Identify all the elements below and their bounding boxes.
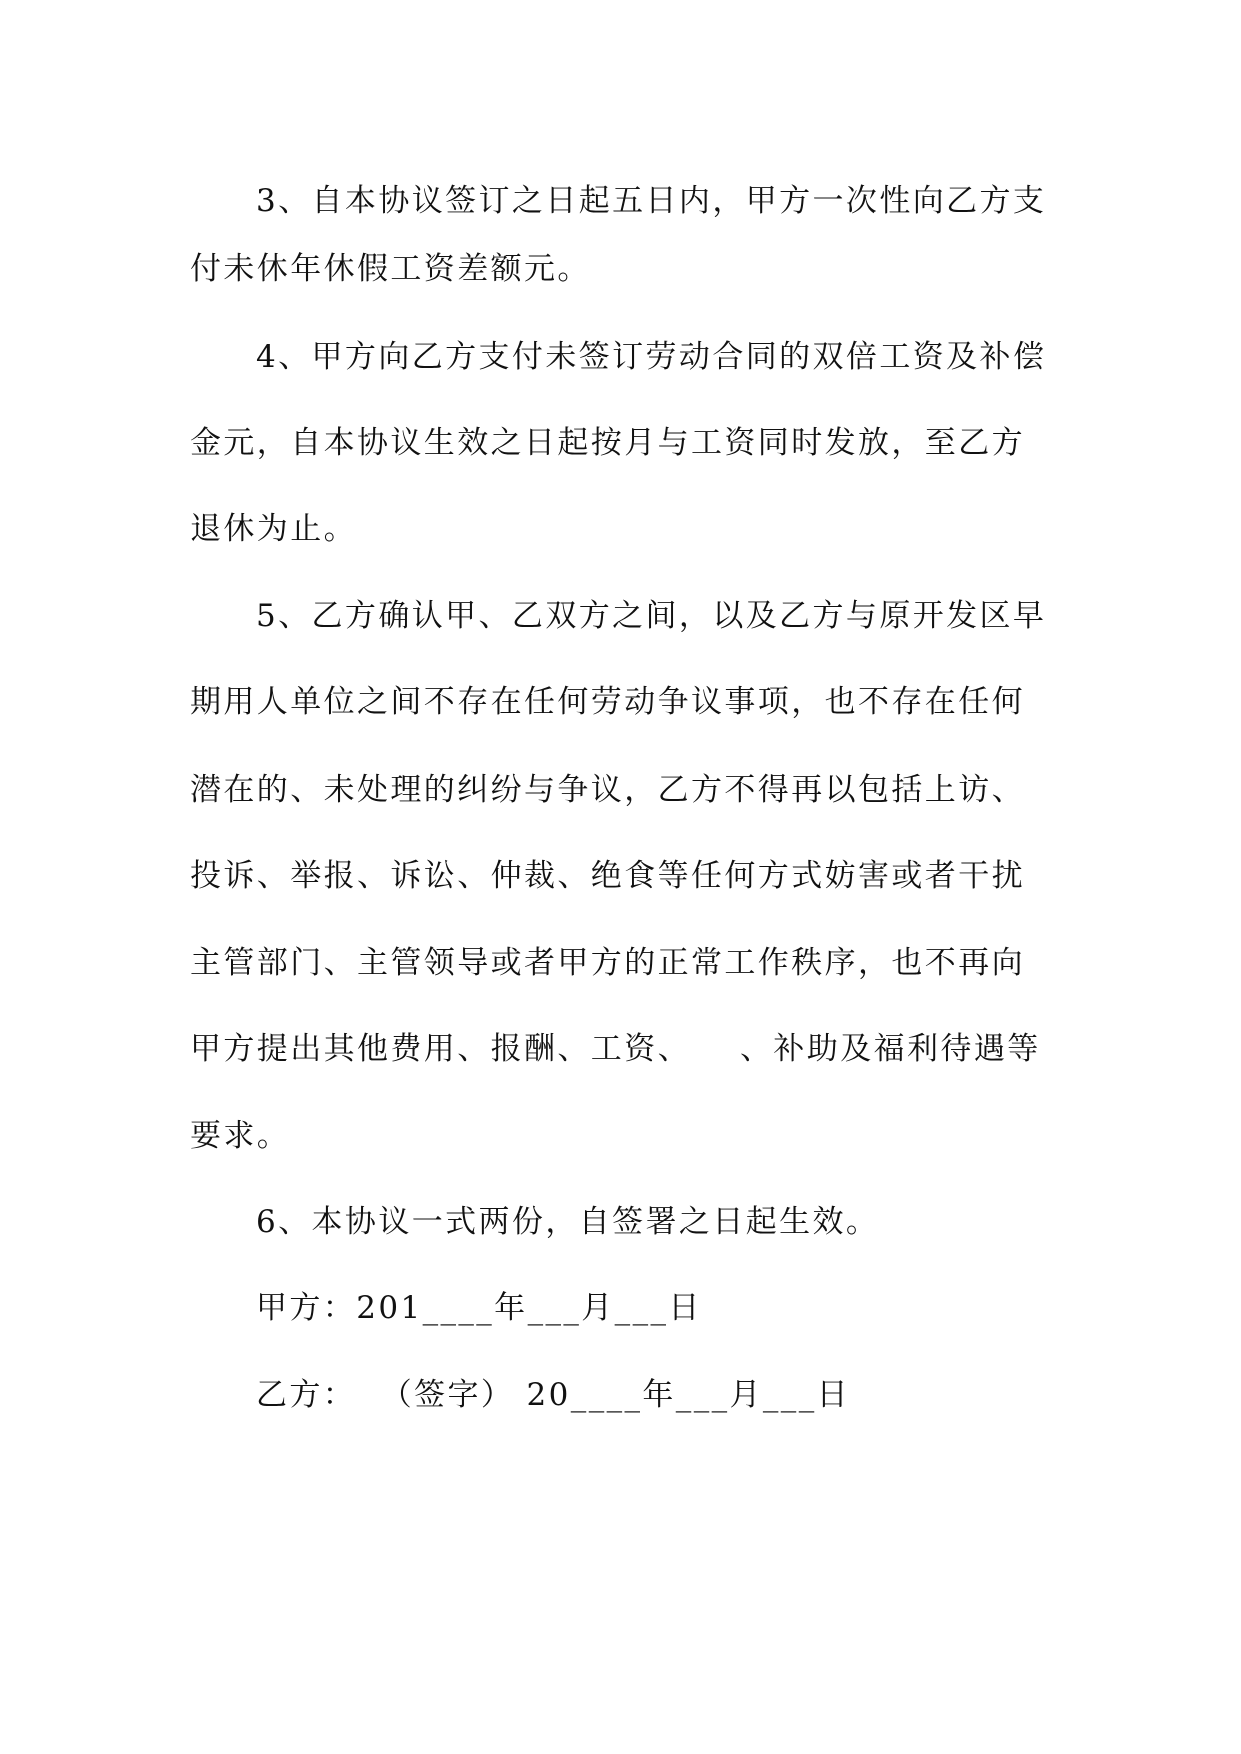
clause-5-line-1: 5、乙方确认甲、乙双方之间，以及乙方与原开发区早 bbox=[256, 598, 1047, 634]
party-b-signature-line: 乙方： （签字） 20____年___月___日 bbox=[256, 1377, 851, 1413]
clause-6-line-1: 6、本协议一式两份，自签署之日起生效。 bbox=[256, 1204, 880, 1240]
clause-3-line-1: 3、自本协议签订之日起五日内，甲方一次性向乙方支 bbox=[256, 183, 1047, 219]
clause-5-line-6: 甲方提出其他费用、报酬、工资、 、补助及福利待遇等 bbox=[190, 1031, 1041, 1067]
clause-5-line-2: 期用人单位之间不存在任何劳动争议事项，也不存在任何 bbox=[190, 684, 1025, 720]
clause-4-line-1: 4、甲方向乙方支付未签订劳动合同的双倍工资及补偿 bbox=[256, 339, 1047, 375]
clause-5-line-7: 要求。 bbox=[190, 1118, 291, 1154]
clause-4-line-2: 金元，自本协议生效之日起按月与工资同时发放，至乙方 bbox=[190, 425, 1025, 461]
party-a-signature-line: 甲方：201____年___月___日 bbox=[256, 1290, 702, 1326]
clause-4-line-3: 退休为止。 bbox=[190, 511, 357, 547]
clause-5-line-5: 主管部门、主管领导或者甲方的正常工作秩序，也不再向 bbox=[190, 945, 1025, 981]
clause-5-line-4: 投诉、举报、诉讼、仲裁、绝食等任何方式妨害或者干扰 bbox=[190, 858, 1025, 894]
clause-3-line-2: 付未休年休假工资差额元。 bbox=[190, 251, 591, 287]
clause-5-line-3: 潜在的、未处理的纠纷与争议，乙方不得再以包括上访、 bbox=[190, 772, 1025, 808]
